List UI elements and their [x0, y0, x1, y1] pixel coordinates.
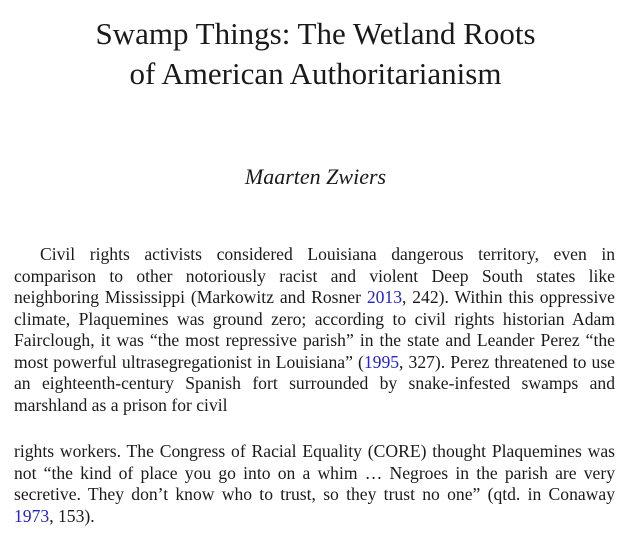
article-author: Maarten Zwiers: [244, 164, 387, 189]
citation-link-fairclough-1995[interactable]: 1995: [363, 351, 400, 372]
citation-link-markowitz-rosner-2013[interactable]: 2013: [366, 287, 402, 307]
paragraph-2-text-a: rights workers. The Congress of Racial Equality (CORE) thought Plaquemines was not “the kind of place you go into on a whim … Negroes in the parish are very secretive. They don’t know who to trust, so they trust no one” (qtd. in Conaway: [14, 441, 615, 504]
citation-link-conaway-1973[interactable]: 1973: [14, 505, 50, 526]
paragraph-1-text-c: , 327). Perez threatened to use an eighteenth-century Spanish fort surrounded by snake-infested swamps and marshland as a prison for civil: [14, 351, 615, 415]
article-title-line-2: of American Authoritarianism: [129, 56, 502, 91]
article-title-line-1: Swamp Things: The Wetland Roots: [95, 16, 536, 51]
paragraph-1-text-a: Civil rights activists considered Louisiana dangerous territory, even in comparison to other notoriously racist and violent Deep South states like neighboring Mississippi (Markowitz and Rosner: [14, 244, 615, 307]
body-paragraph-1: [14, 244, 615, 416]
paragraph-2-text-b: , 153).: [49, 505, 95, 526]
body-paragraph-2: [14, 441, 615, 527]
paragraph-1-text-b: , 242). Within this oppressive climate, Plaquemines was ground zero; according to civil rights historian Adam Fairclough, it was “the most repressive parish” in the state and Leander Perez “the most powerful ultrasegregationist in Louisiana” (: [14, 287, 615, 372]
article-title: [0, 14, 631, 94]
